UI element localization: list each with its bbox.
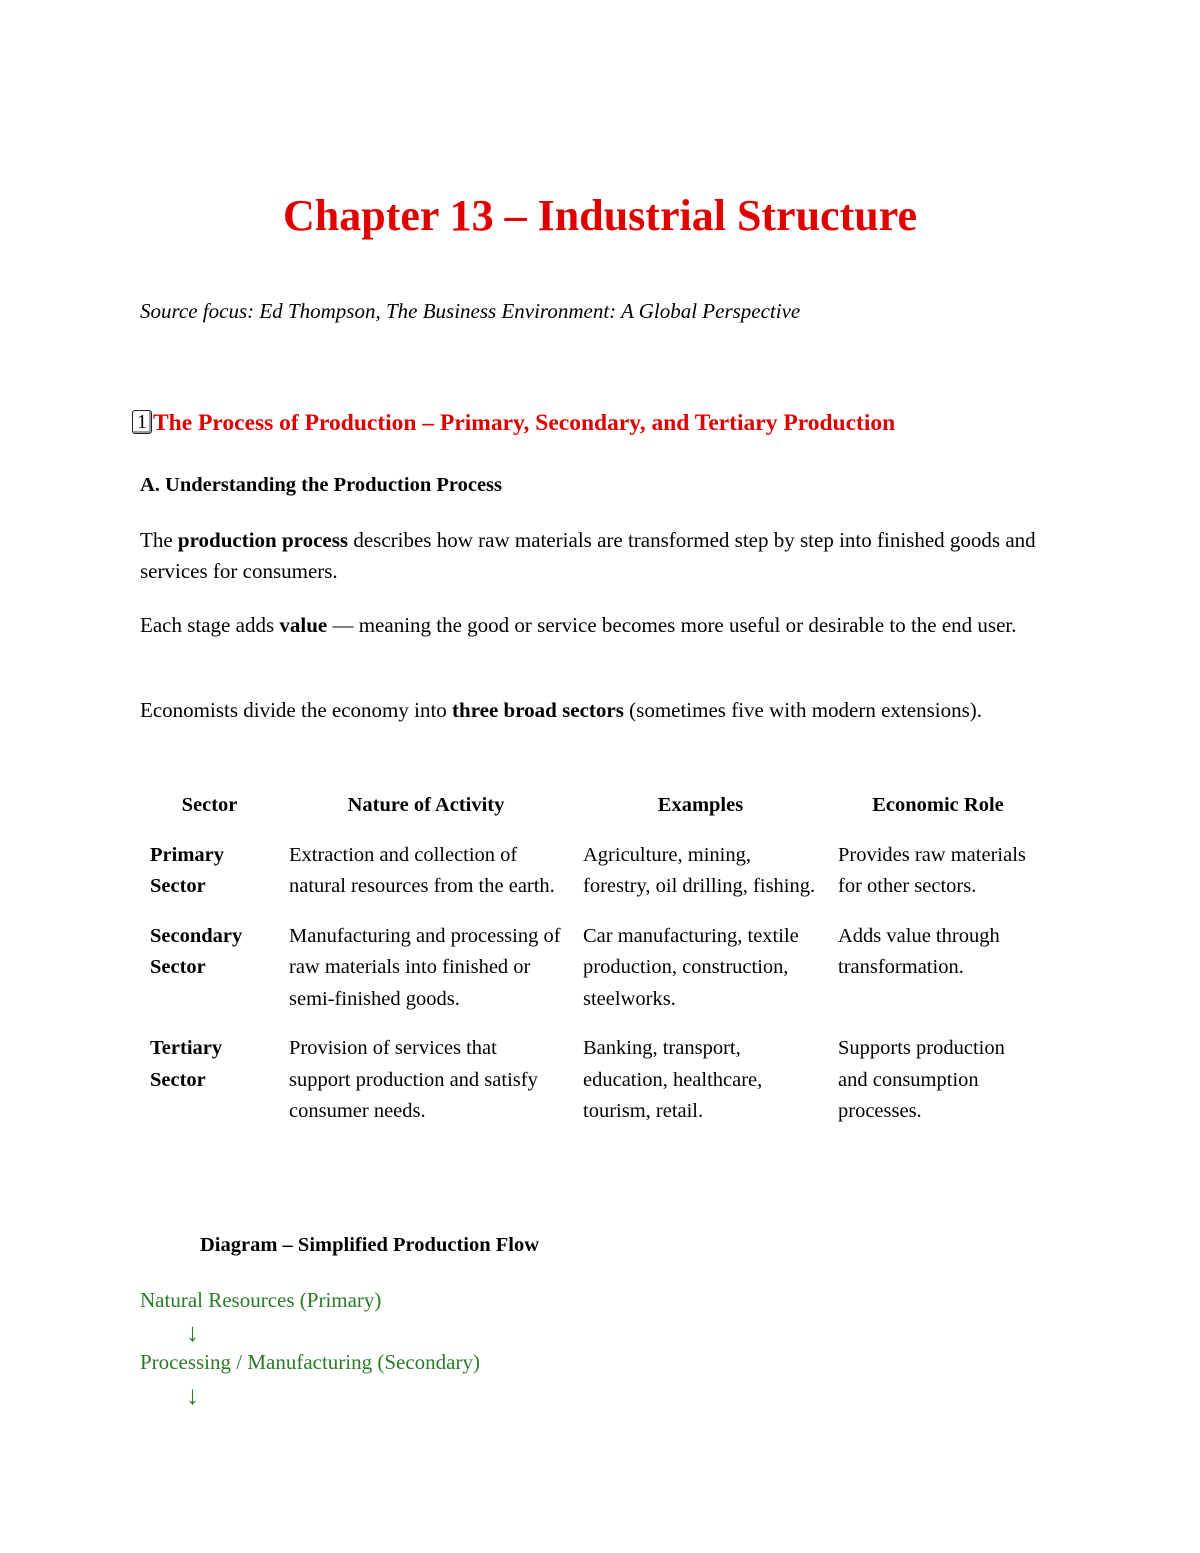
- subheading: A. Understanding the Production Process: [140, 474, 502, 496]
- paragraph-text: — meaning the good or service becomes more useful or desirable to the end user.: [327, 613, 1017, 637]
- table-row: [140, 917, 1048, 1030]
- chapter-title: Chapter 13 – Industrial Structure: [283, 191, 917, 240]
- paragraph-text: The: [140, 528, 178, 552]
- paragraph-text: Economists divide the economy into: [140, 698, 453, 722]
- paragraph-text: (sometimes five with modern extensions).: [623, 698, 983, 722]
- table-header-row: [140, 786, 1048, 836]
- nature-cell: Extraction and collection of natural resources from the earth.: [289, 843, 555, 897]
- diagram-title: Diagram – Simplified Production Flow: [200, 1234, 540, 1256]
- paragraph-value: [140, 610, 1060, 641]
- column-header-sector: Sector: [181, 794, 238, 816]
- paragraph-sectors: [140, 695, 1060, 726]
- column-header-role: Economic Role: [872, 794, 1004, 816]
- role-cell: Supports production and consumption processes.: [838, 1037, 1005, 1122]
- table-row: [140, 836, 1048, 917]
- sector-name-cell: Secondary Sector: [150, 924, 243, 978]
- paragraph-text: Each stage adds: [140, 613, 280, 637]
- role-cell: Provides raw materials for other sectors.: [838, 843, 1026, 897]
- paragraph-text: describes how raw materials are transformed step by step into finished goods and services for consumers.: [140, 528, 1036, 583]
- examples-cell: Banking, transport, education, healthcare, tourism, retail.: [583, 1037, 763, 1122]
- nature-cell: Provision of services that support production and satisfy consumer needs.: [289, 1037, 538, 1122]
- column-header-nature: Nature of Activity: [347, 794, 505, 816]
- paragraph-bold-term: value: [279, 613, 328, 637]
- sector-name-cell: Primary Sector: [150, 843, 224, 897]
- paragraph-production-process: [140, 525, 1060, 587]
- section-heading: [132, 406, 895, 440]
- section-number-keycap: 1: [132, 410, 152, 434]
- paragraph-bold-term: production process: [177, 528, 349, 552]
- sector-name-cell: Tertiary Sector: [150, 1037, 223, 1091]
- down-arrow-icon: ↓: [186, 1381, 199, 1410]
- role-cell: Adds value through transformation.: [838, 924, 1000, 978]
- section-heading-text: The Process of Production – Primary, Secondary, and Tertiary Production: [153, 410, 896, 436]
- paragraph-bold-term: three broad sectors: [452, 698, 624, 722]
- flow-step-secondary: Processing / Manufacturing (Secondary): [140, 1350, 480, 1374]
- examples-cell: Agriculture, mining, forestry, oil drilling, fishing.: [583, 843, 816, 897]
- source-note: Source focus: Ed Thompson, The Business Environment: A Global Perspective: [140, 299, 801, 323]
- flow-step-primary: Natural Resources (Primary): [140, 1288, 382, 1312]
- table-row: [140, 1029, 1048, 1142]
- down-arrow-icon: ↓: [186, 1318, 199, 1347]
- column-header-examples: Examples: [657, 794, 744, 816]
- nature-cell: Manufacturing and processing of raw materials into finished or semi-finished goods.: [289, 924, 561, 1010]
- sectors-table: [140, 786, 1048, 1142]
- examples-cell: Car manufacturing, textile production, construction, steelworks.: [583, 924, 799, 1010]
